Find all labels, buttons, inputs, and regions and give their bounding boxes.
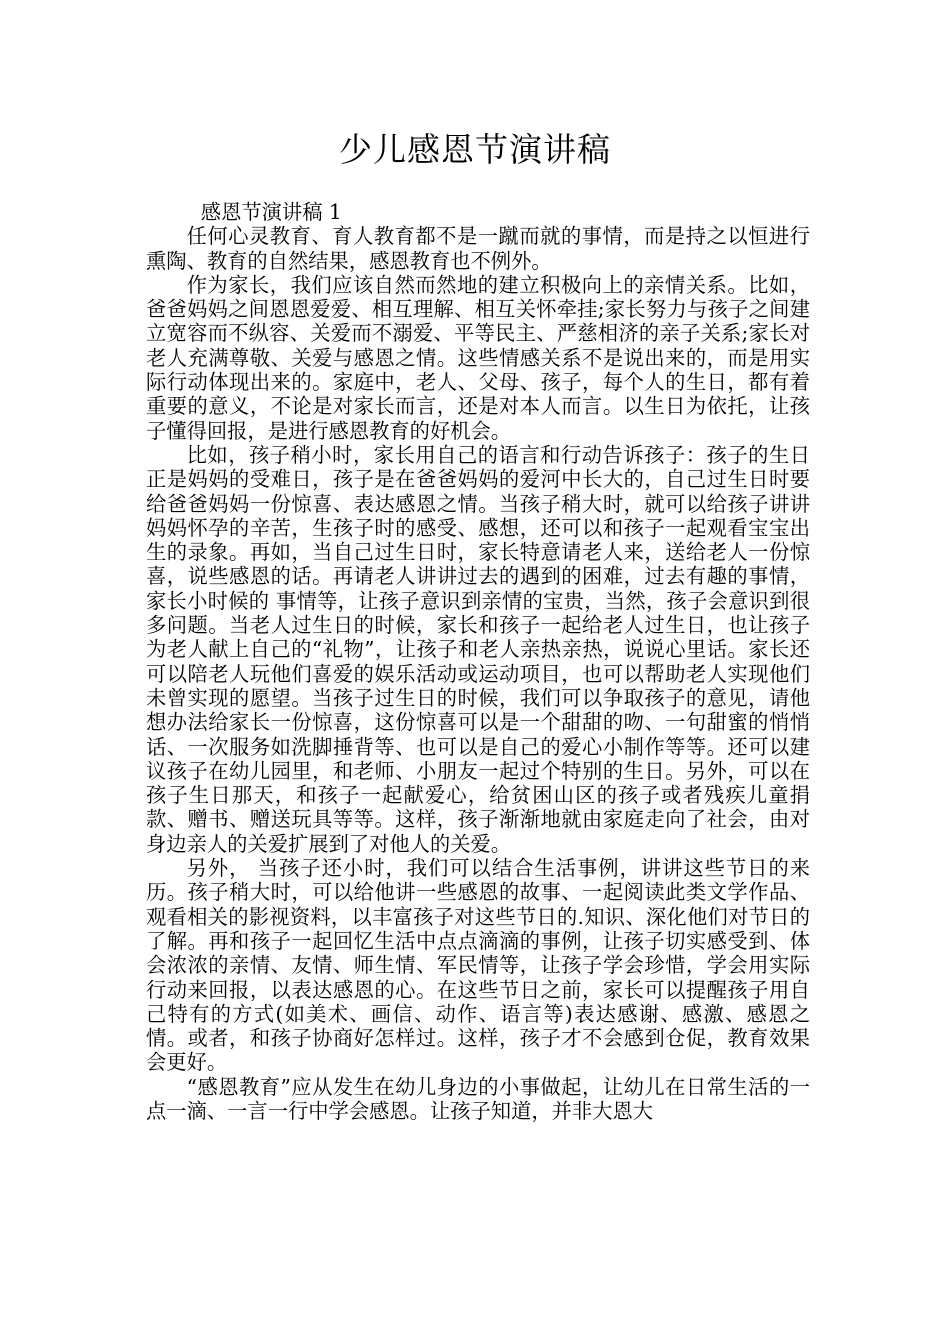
section-heading: 感恩节演讲稿 1 [200,200,342,224]
paragraph: 作为家长，我们应该自然而然地的建立积极向上的亲情关系。比如，爸爸妈妈之间恩恩爱爱、相互理解、相互关怀牵挂;家长努力与孩子之间建立宽容而不纵容、关爱而不溺爱、平等民主、严慈相济的亲子关系;家长对老人充满尊敬、关爱与感恩之情。这些情感关系不是说出来的，而是用实际行动体现出来的。家庭中，老人、父母、孩子，每个人的生日，都有着重要的意义，不论是对家长而言，还是对本人而言。以生日为依托，让孩子懂得回报，是进行感恩教育的好机会。 [146,272,810,443]
paragraph: “感恩教育”应从发生在幼儿身边的小事做起，让幼儿在日常生活的一点一滴、一言一行中学会感恩。让孩子知道，并非大恩大 [146,1074,810,1123]
paragraph: 另外， 当孩子还小时，我们可以结合生活事例，讲讲这些节日的来历。孩子稍大时，可以给他讲一些感恩的故事、一起阅读此类文学作品、观看相关的影视资料，以丰富孩子对这些节日的.知识、深化他们对节日的了解。再和孩子一起回忆生活中点点滴滴的事例，让孩子切实感受到、体会浓浓的亲情、友情、师生情、军民情等，让孩子学会珍惜，学会用实际行动来回报，以表达感恩的心。在这些节日之前，家长可以提醒孩子用自己特有的方式(如美术、画信、动作、语言等)表达感谢、感激、感恩之情。或者，和孩子协商好怎样过。这样，孩子才不会感到仓促，教育效果会更好。 [146,856,810,1075]
paragraph: 比如，孩子稍小时，家长用自己的语言和行动告诉孩子：孩子的生日正是妈妈的受难日，孩子是在爸爸妈妈的爱河中长大的，自己过生日时要给爸爸妈妈一份惊喜、表达感恩之情。当孩子稍大时，就可以给孩子讲讲妈妈怀孕的辛苦，生孩子时的感受、感想，还可以和孩子一起观看宝宝出生的录象。再如，当自己过生日时，家长特意请老人来，送给老人一份惊喜，说些感恩的话。再请老人讲讲过去的遇到的困难，过去有趣的事情，家长小时候的 事情等，让孩子意识到亲情的宝贵，当然，孩子会意识到很多问题。当老人过生日的时候，家长和孩子一起给老人过生日，也让孩子为老人献上自己的“礼物”，让孩子和老人亲热亲热，说说心里话。家长还可以陪老人玩他们喜爱的娱乐活动或运动项目，也可以帮助老人实现他们未曾实现的愿望。当孩子过生日的时候，我们可以争取孩子的意见，请他想办法给家长一份惊喜，这份惊喜可以是一个甜甜的吻、一句甜蜜的悄悄话、一次服务如洗脚捶背等、也可以是自己的爱心小制作等等。还可以建议孩子在幼儿园里，和老师、小朋友一起过个特别的生日。另外，可以在孩子生日那天，和孩子一起献爱心，给贫困山区的孩子或者残疾儿童捐款、赠书、赠送玩具等等。这样，孩子渐渐地就由家庭走向了社会，由对身边亲人的关爱扩展到了对他人的关爱。 [146,442,810,856]
page-title: 少儿感恩节演讲稿 [339,130,611,169]
document-body [146,200,810,1123]
paragraph: 任何心灵教育、育人教育都不是一蹴而就的事情，而是持之以恒进行熏陶、教育的自然结果，感恩教育也不例外。 [146,224,810,273]
